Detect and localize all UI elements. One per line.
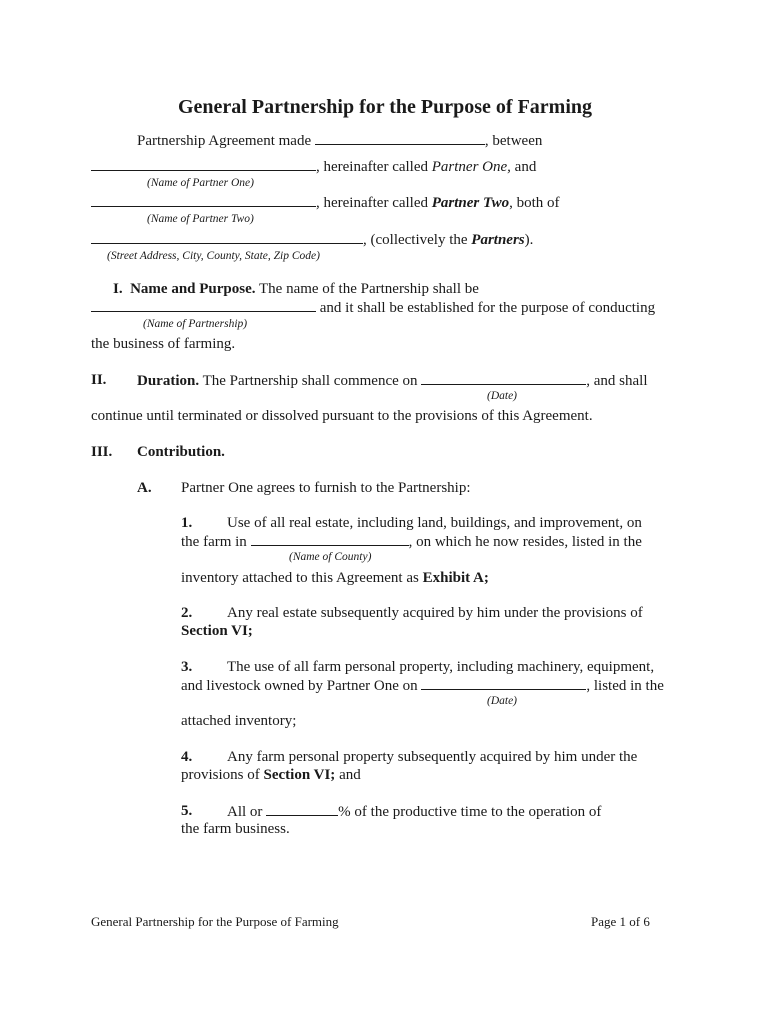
between-text: , between <box>484 133 543 149</box>
item-5-line-1b: % of the productive time to the operation of <box>338 804 602 820</box>
item-4-number: 4. <box>181 749 193 765</box>
partnership-name-field[interactable] <box>91 298 316 312</box>
partnership-name-caption: (Name of Partnership) <box>143 318 248 330</box>
made-prefix: Partnership Agreement made <box>137 133 312 149</box>
item-4-line-2c: and <box>335 767 361 783</box>
section-1-heading: Name and Purpose. <box>130 281 256 297</box>
partners-label: Partners <box>471 232 525 248</box>
sub-a-number: A. <box>137 480 152 496</box>
addr-suffix-a: , (collectively the <box>363 232 472 248</box>
item-3-line-2 <box>181 676 664 695</box>
section-2-number: II. <box>91 372 107 388</box>
item-3-line-2a: and livestock owned by Partner One on <box>181 678 422 694</box>
section-vi-ref: Section VI; <box>263 767 336 783</box>
address-field[interactable] <box>91 230 363 244</box>
partner-one-caption: (Name of Partner One) <box>147 177 254 189</box>
partner-two-caption: (Name of Partner Two) <box>147 213 254 225</box>
item-2-number: 2. <box>181 605 193 621</box>
item-2-line-1: Any real estate subsequently acquired by him under the provisions of <box>227 605 643 621</box>
intro-made-line <box>137 131 542 150</box>
address-line <box>91 230 533 249</box>
section-1-text-a: The name of the Partnership shall be <box>255 281 479 297</box>
item-1-number: 1. <box>181 515 193 531</box>
section-1-heading-line <box>113 280 479 298</box>
address-caption: (Street Address, City, County, State, Zip Code) <box>107 250 320 262</box>
section-1-name-line <box>91 298 655 317</box>
item-3-line-3: attached inventory; <box>181 713 297 729</box>
productive-time-percent-field[interactable] <box>266 802 338 816</box>
item-5-line-1 <box>227 802 601 821</box>
section-3-heading: Contribution. <box>137 444 225 460</box>
p1-suffix-b: and <box>510 159 537 175</box>
p1-suffix-a: , hereinafter called <box>316 159 432 175</box>
item-1-line-2 <box>181 532 642 551</box>
section-2-text-b: , and shall <box>586 373 648 389</box>
item-5-line-1a: All or <box>227 804 267 820</box>
section-2-line <box>137 371 648 390</box>
item-4-line-2 <box>181 766 361 784</box>
item-1-line-3 <box>181 569 489 587</box>
item-5-line-2: the farm business. <box>181 821 290 837</box>
partner-two-label: Partner Two <box>431 195 510 211</box>
item-1-line-2b: , on which he now resides, listed in the <box>408 534 642 550</box>
p2-suffix-b: , both of <box>509 195 560 211</box>
section-1-text-c: the business of farming. <box>91 336 236 352</box>
commence-date-field[interactable] <box>421 371 586 385</box>
exhibit-a-ref: Exhibit A; <box>422 570 489 586</box>
sub-a-text: Partner One agrees to furnish to the Partnership: <box>181 480 471 496</box>
section-3-number: III. <box>91 444 113 460</box>
item-1-line-1: Use of all real estate, including land, buildings, and improvement, on <box>227 515 642 531</box>
item-4-line-1: Any farm personal property subsequently acquired by him under the <box>227 749 638 765</box>
partner-two-name-field[interactable] <box>91 193 316 207</box>
partner-one-label: Partner One, <box>431 159 511 175</box>
section-1-number: I. <box>113 281 123 297</box>
item-3-line-1: The use of all farm personal property, including machinery, equipment, <box>227 659 655 675</box>
item-1-line-3a: inventory attached to this Agreement as <box>181 570 423 586</box>
section-1-text-b: and it shall be established for the purpose of conducting <box>316 300 656 316</box>
addr-suffix-b: ). <box>524 232 534 248</box>
item-4-line-2a: provisions of <box>181 767 264 783</box>
page-title: General Partnership for the Purpose of Farming <box>177 96 592 118</box>
partner-one-line <box>91 157 536 176</box>
livestock-date-caption: (Date) <box>487 695 518 707</box>
agreement-date-field[interactable] <box>315 131 485 145</box>
item-3-number: 3. <box>181 659 193 675</box>
section-2-heading: Duration. <box>137 373 200 389</box>
item-5-number: 5. <box>181 803 193 819</box>
county-caption: (Name of County) <box>289 551 372 563</box>
county-name-field[interactable] <box>251 532 409 546</box>
partner-one-name-field[interactable] <box>91 157 316 171</box>
item-1-line-2a: the farm in <box>181 534 251 550</box>
section-2-text-c: continue until terminated or dissolved pursuant to the provisions of this Agreement. <box>91 408 593 424</box>
partner-two-line <box>91 193 560 212</box>
section-2-text-a: The Partnership shall commence on <box>199 373 422 389</box>
footer-title: General Partnership for the Purpose of Farming <box>91 914 339 929</box>
commence-date-caption: (Date) <box>487 390 518 402</box>
p2-suffix-a: , hereinafter called <box>316 195 432 211</box>
livestock-date-field[interactable] <box>421 676 586 690</box>
item-3-line-2b: , listed in the <box>586 678 664 694</box>
item-2-line-2: Section VI; <box>181 623 253 639</box>
page-number: Page 1 of 6 <box>591 914 650 929</box>
